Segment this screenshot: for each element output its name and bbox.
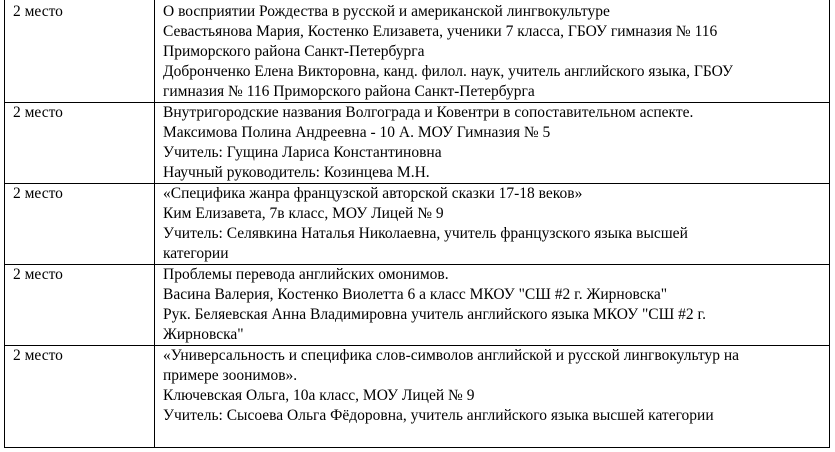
place-cell	[5, 346, 155, 448]
entry-teacher: Рук. Беляевская Анна Владимировна учитель английского языка МКОУ "СШ #2 г.	[163, 306, 706, 323]
place-cell	[5, 265, 155, 346]
entry-title: Проблемы перевода английских омонимов.	[163, 266, 449, 283]
place-cell	[5, 103, 155, 184]
entry-authors: Севастьянова Мария, Костенко Елизавета, ученики 7 класса, ГБОУ гимназия № 116	[163, 23, 718, 40]
entry-authors: Максимова Полина Андреевна - 10 А. МОУ Гимназия № 5	[163, 124, 551, 141]
entry-authors-continued: Приморского района Санкт-Петербурга	[163, 43, 425, 60]
entry-authors: Ключевская Ольга, 10а класс, МОУ Лицей № 9	[163, 387, 475, 404]
place-label: 2 место	[13, 3, 63, 20]
entry-teacher-continued: гимназия № 116 Приморского района Санкт-Петербурга	[163, 83, 535, 100]
place-label: 2 место	[13, 185, 63, 202]
entry-teacher: Добронченко Елена Викторовна, канд. филол. наук, учитель английского языка, ГБОУ	[163, 63, 733, 80]
entry-teacher: Учитель: Гущина Лариса Константиновна	[163, 144, 442, 161]
entry-title-continued: примере зоонимов».	[163, 367, 298, 384]
entry-title: Внутригородские названия Волгограда и Ковентри в сопоставительном аспекте.	[163, 104, 694, 121]
place-label: 2 место	[13, 266, 63, 283]
table-row	[5, 346, 830, 448]
entry-title: «Универсальность и специфика слов-символов английской и русской лингвокультур на	[163, 347, 740, 364]
entry-details	[155, 184, 830, 265]
entry-details	[155, 0, 830, 103]
entry-details	[155, 103, 830, 184]
entry-authors: Ким Елизавета, 7в класс, МОУ Лицей № 9	[163, 205, 444, 222]
entry-teacher: Учитель: Сысоева Ольга Фёдоровна, учитель английского языка высшей категории	[163, 407, 714, 424]
table-row	[5, 184, 830, 265]
entry-details	[155, 265, 830, 346]
entry-teacher-continued: Жирновска"	[163, 326, 244, 343]
place-cell	[5, 0, 155, 103]
table-row	[5, 103, 830, 184]
entry-supervisor: Научный руководитель: Козинцева М.Н.	[163, 164, 430, 181]
results-table	[4, 0, 830, 448]
entry-details	[155, 346, 830, 448]
table-row	[5, 0, 830, 103]
entry-teacher-continued: категории	[163, 245, 229, 262]
place-label: 2 место	[13, 104, 63, 121]
entry-title: «Специфика жанра французской авторской сказки 17-18 веков»	[163, 185, 583, 202]
entry-title: О восприятии Рождества в русской и американской лингвокультуре	[163, 3, 610, 20]
entry-teacher: Учитель: Селявкина Наталья Николаевна, учитель французского языка высшей	[163, 225, 688, 242]
place-cell	[5, 184, 155, 265]
place-label: 2 место	[13, 347, 63, 364]
entry-authors: Васина Валерия, Костенко Виолетта 6 а класс МКОУ "СШ #2 г. Жирновска"	[163, 286, 668, 303]
table-row	[5, 265, 830, 346]
